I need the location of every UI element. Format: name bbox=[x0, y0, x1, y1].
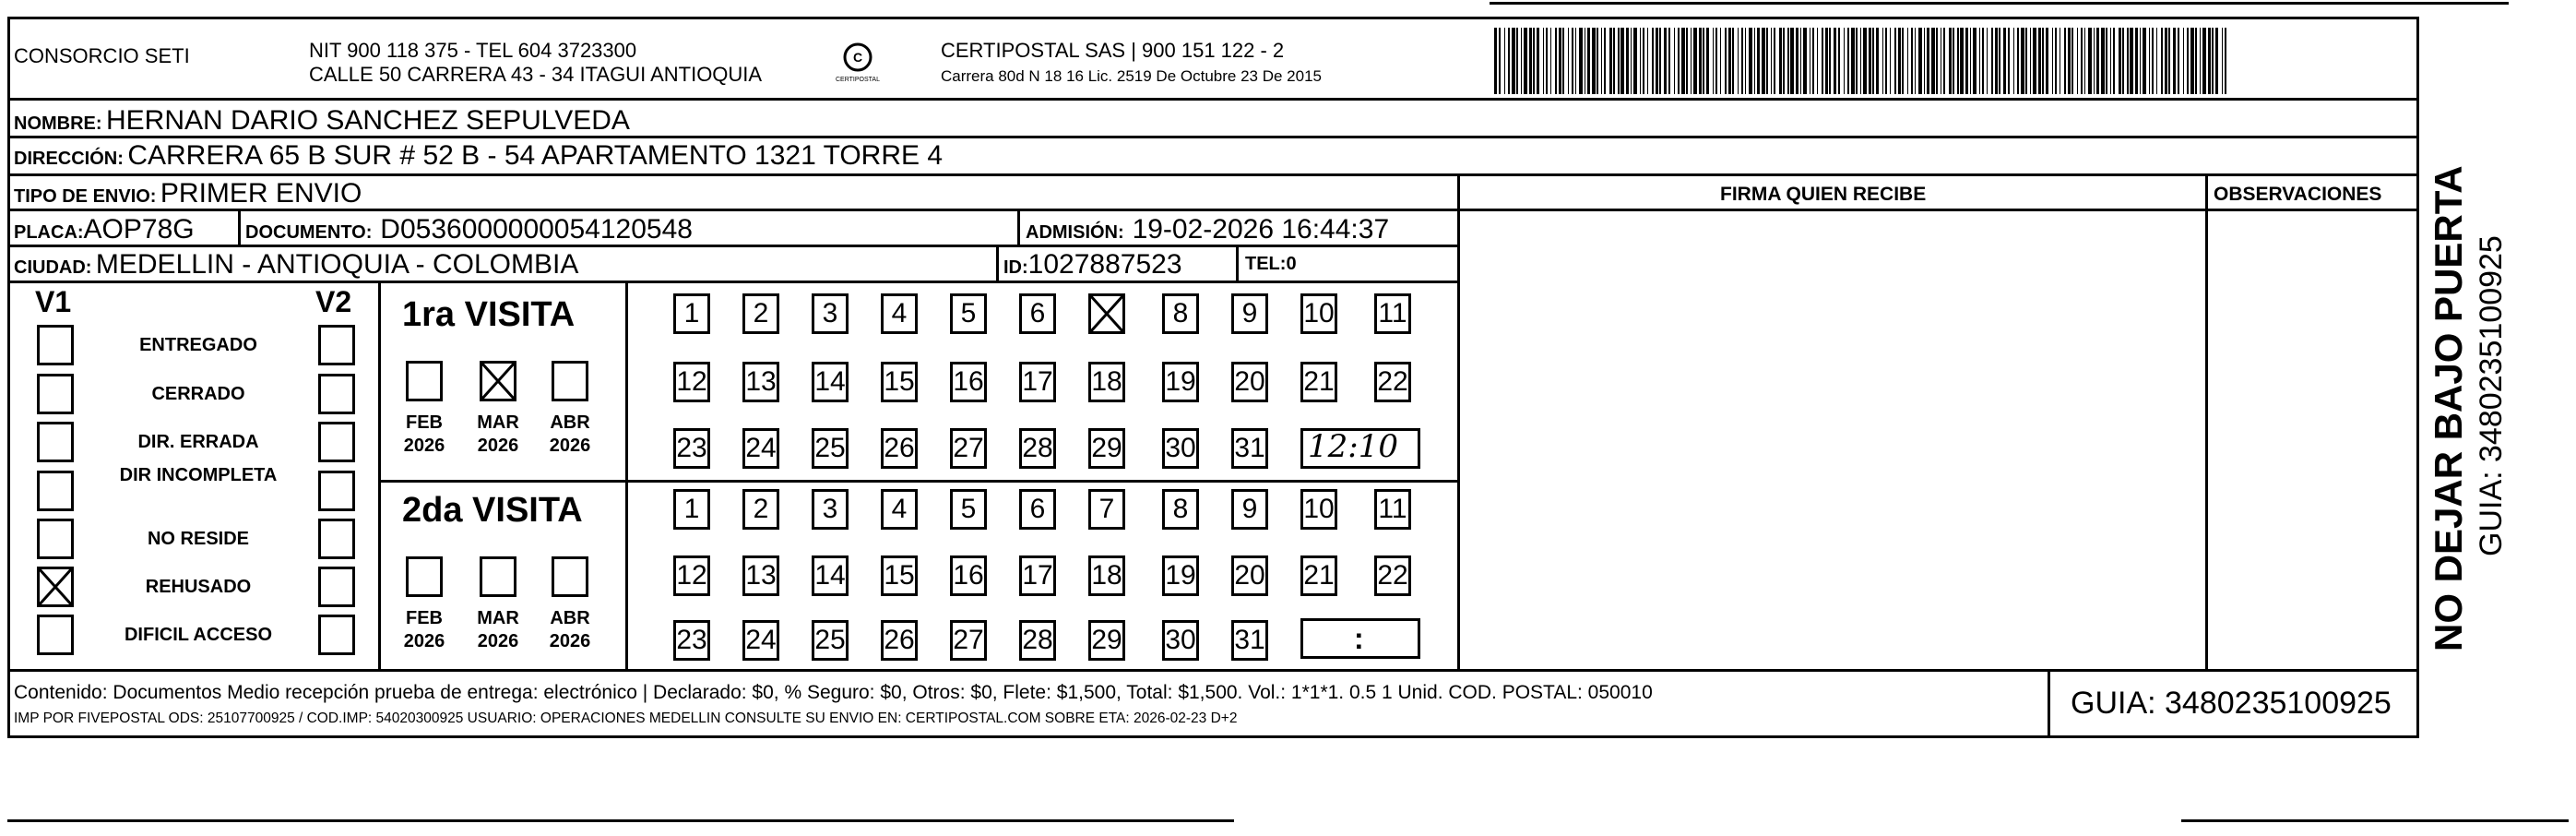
shipment-type-field: TIPO DE ENVIO: PRIMER ENVIO bbox=[14, 178, 362, 209]
first-visit-title: 1ra VISITA bbox=[402, 295, 576, 334]
month-label-abr: ABR 2026 bbox=[549, 412, 591, 456]
admission-date: 19-02-2026 16:44:37 bbox=[1132, 214, 1390, 245]
v2-checkbox-cerrado[interactable] bbox=[318, 374, 355, 414]
day-box-19[interactable]: 19 bbox=[1162, 555, 1199, 596]
day-box-28[interactable]: 28 bbox=[1019, 620, 1056, 661]
day-box-2[interactable]: 2 bbox=[742, 489, 779, 530]
certipostal-line-2: Carrera 80d N 18 16 Lic. 2519 De Octubre 23 De 2015 bbox=[941, 67, 1322, 85]
day-box-27[interactable]: 27 bbox=[950, 428, 987, 469]
month-label-mar: MAR 2026 bbox=[477, 608, 519, 651]
day-box-4[interactable]: 4 bbox=[881, 489, 918, 530]
month-checkbox-mar[interactable] bbox=[480, 556, 516, 597]
day-box-5[interactable]: 5 bbox=[950, 489, 987, 530]
plate: AOP78G bbox=[83, 214, 195, 245]
month-checkbox-mar[interactable] bbox=[480, 361, 516, 401]
day-box-1[interactable]: 1 bbox=[673, 489, 710, 530]
tel-field: TEL:0 bbox=[1245, 254, 1297, 274]
day-box-17[interactable]: 17 bbox=[1019, 362, 1056, 402]
day-box-9[interactable]: 9 bbox=[1231, 489, 1268, 530]
svg-text:C: C bbox=[852, 50, 863, 65]
day-box-24[interactable]: 24 bbox=[742, 428, 779, 469]
footer-print-line: IMP POR FIVEPOSTAL ODS: 25107700925 / COD.IMP: 54020300925 USUARIO: OPERACIONES MEDELLIN CONSULTE SU ENVIO EN: CERTIPOSTAL.COM SOBRE ETA: 2026-02-23 D+2 bbox=[14, 711, 1238, 726]
v2-label: V2 bbox=[315, 285, 352, 318]
day-box-22[interactable]: 22 bbox=[1374, 555, 1411, 596]
day-box-14[interactable]: 14 bbox=[812, 555, 849, 596]
status-label-dificil-acceso: DIFICIL ACCESO bbox=[124, 625, 272, 645]
day-box-18[interactable]: 18 bbox=[1088, 555, 1125, 596]
footer-content-line: Contenido: Documentos Medio recepción prueba de entrega: electrónico | Declarado: $0, % Seguro: $0, Otros: $0, Flete: $1,500, Total: $1,500. Vol.: 1*1*1. 0.5 1 Unid. COD. POSTAL: 050010 bbox=[14, 682, 1653, 703]
recipient-name: HERNAN DARIO SANCHEZ SEPULVEDA bbox=[106, 105, 630, 136]
day-box-25[interactable]: 25 bbox=[812, 620, 849, 661]
day-box-30[interactable]: 30 bbox=[1162, 428, 1199, 469]
day-box-2[interactable]: 2 bbox=[742, 293, 779, 334]
day-box-14[interactable]: 14 bbox=[812, 362, 849, 402]
status-label-dir-errada: DIR. ERRADA bbox=[137, 432, 259, 452]
day-box-11[interactable]: 11 bbox=[1374, 489, 1411, 530]
day-box-30[interactable]: 30 bbox=[1162, 620, 1199, 661]
shipment-type: PRIMER ENVIO bbox=[160, 178, 362, 209]
certipostal-line-1: CERTIPOSTAL SAS | 900 151 122 - 2 bbox=[941, 39, 1285, 62]
admission-field: ADMISIÓN: 19-02-2026 16:44:37 bbox=[1026, 214, 1390, 245]
v2-checkbox-dificil-acceso[interactable] bbox=[318, 615, 355, 655]
address-field: DIRECCIÓN: CARRERA 65 B SUR # 52 B - 54 APARTAMENTO 1321 TORRE 4 bbox=[14, 140, 944, 171]
day-box-8[interactable]: 8 bbox=[1162, 489, 1199, 530]
day-box-8[interactable]: 8 bbox=[1162, 293, 1199, 334]
observations-header: OBSERVACIONES bbox=[2214, 184, 2382, 205]
day-box-20[interactable]: 20 bbox=[1231, 362, 1268, 402]
v2-checkbox-entregado[interactable] bbox=[318, 325, 355, 365]
v1-checkbox-dir-errada[interactable] bbox=[37, 422, 74, 462]
day-box-13[interactable]: 13 bbox=[742, 362, 779, 402]
day-box-28[interactable]: 28 bbox=[1019, 428, 1056, 469]
day-box-12[interactable]: 12 bbox=[673, 362, 710, 402]
day-box-15[interactable]: 15 bbox=[881, 555, 918, 596]
v1-label: V1 bbox=[35, 285, 72, 318]
month-label-abr: ABR 2026 bbox=[549, 608, 591, 651]
status-label-entregado: ENTREGADO bbox=[139, 335, 257, 355]
day-box-1[interactable]: 1 bbox=[673, 293, 710, 334]
day-box-6[interactable]: 6 bbox=[1019, 293, 1056, 334]
month-checkbox-feb[interactable] bbox=[406, 556, 443, 597]
day-box-31[interactable]: 31 bbox=[1231, 620, 1268, 661]
status-label-rehusado: REHUSADO bbox=[145, 577, 252, 597]
name-field: NOMBRE: HERNAN DARIO SANCHEZ SEPULVEDA bbox=[14, 105, 630, 136]
side-guide-number: GUIA: 3480235100925 bbox=[2474, 235, 2509, 556]
day-box-4[interactable]: 4 bbox=[881, 293, 918, 334]
month-label-feb: FEB 2026 bbox=[403, 608, 445, 651]
day-box-31[interactable]: 31 bbox=[1231, 428, 1268, 469]
day-box-29[interactable]: 29 bbox=[1088, 428, 1125, 469]
day-box-16[interactable]: 16 bbox=[950, 362, 987, 402]
month-label-mar: MAR 2026 bbox=[477, 412, 519, 456]
day-box-7[interactable]: 7 bbox=[1088, 489, 1125, 530]
document-number: D0536000000054120548 bbox=[380, 214, 693, 245]
day-box-20[interactable]: 20 bbox=[1231, 555, 1268, 596]
day-box-13[interactable]: 13 bbox=[742, 555, 779, 596]
signature-header: FIRMA QUIEN RECIBE bbox=[1720, 184, 1927, 205]
id-field: ID:1027887523 bbox=[1003, 249, 1182, 280]
day-box-16[interactable]: 16 bbox=[950, 555, 987, 596]
day-box-23[interactable]: 23 bbox=[673, 428, 710, 469]
day-box-17[interactable]: 17 bbox=[1019, 555, 1056, 596]
day-box-11[interactable]: 11 bbox=[1374, 293, 1411, 334]
footer-guide-number: GUIA: 3480235100925 bbox=[2071, 686, 2392, 721]
barcode bbox=[1494, 28, 2232, 94]
day-box-25[interactable]: 25 bbox=[812, 428, 849, 469]
day-box-7[interactable] bbox=[1088, 293, 1125, 334]
status-label-no-reside: NO RESIDE bbox=[147, 529, 250, 549]
recipient-id: 1027887523 bbox=[1027, 249, 1182, 280]
v2-checkbox-no-reside[interactable] bbox=[318, 519, 355, 559]
address-line: CALLE 50 CARRERA 43 - 34 ITAGUI ANTIOQUIA bbox=[309, 63, 763, 86]
certipostal-logo bbox=[825, 41, 890, 87]
day-box-18[interactable]: 18 bbox=[1088, 362, 1125, 402]
signature-area[interactable] bbox=[1461, 211, 2204, 670]
company-name: CONSORCIO SETI bbox=[14, 44, 190, 67]
nit-line: NIT 900 118 375 - TEL 604 3723300 bbox=[309, 39, 637, 62]
status-label-dir-incompleta: DIR INCOMPLETA bbox=[119, 465, 278, 485]
v2-checkbox-dir-errada[interactable] bbox=[318, 422, 355, 462]
second-visit-time: : bbox=[1354, 622, 1364, 655]
city: MEDELLIN - ANTIOQUIA - COLOMBIA bbox=[95, 249, 579, 280]
day-box-22[interactable]: 22 bbox=[1374, 362, 1411, 402]
day-box-10[interactable]: 10 bbox=[1300, 489, 1337, 530]
day-box-29[interactable]: 29 bbox=[1088, 620, 1125, 661]
month-checkbox-feb[interactable] bbox=[406, 361, 443, 401]
tel: 0 bbox=[1286, 254, 1297, 274]
observations-area[interactable] bbox=[2209, 211, 2416, 670]
recipient-address: CARRERA 65 B SUR # 52 B - 54 APARTAMENTO 1321 TORRE 4 bbox=[127, 140, 944, 171]
day-box-9[interactable]: 9 bbox=[1231, 293, 1268, 334]
day-box-24[interactable]: 24 bbox=[742, 620, 779, 661]
day-box-3[interactable]: 3 bbox=[812, 293, 849, 334]
v1-checkbox-dir-incompleta[interactable] bbox=[37, 471, 74, 511]
v1-checkbox-cerrado[interactable] bbox=[37, 374, 74, 414]
day-box-27[interactable]: 27 bbox=[950, 620, 987, 661]
city-field: CIUDAD: MEDELLIN - ANTIOQUIA - COLOMBIA bbox=[14, 249, 579, 280]
second-visit-title: 2da VISITA bbox=[402, 491, 583, 530]
month-checkbox-abr[interactable] bbox=[552, 361, 588, 401]
day-box-15[interactable]: 15 bbox=[881, 362, 918, 402]
v1-checkbox-rehusado[interactable] bbox=[37, 567, 74, 607]
v1-checkbox-entregado[interactable] bbox=[37, 325, 74, 365]
month-checkbox-abr[interactable] bbox=[552, 556, 588, 597]
v2-checkbox-rehusado[interactable] bbox=[318, 567, 355, 607]
first-visit-time: 12:10 bbox=[1308, 428, 1398, 465]
v1-checkbox-dificil-acceso[interactable] bbox=[37, 615, 74, 655]
month-label-feb: FEB 2026 bbox=[403, 412, 445, 456]
day-box-23[interactable]: 23 bbox=[673, 620, 710, 661]
svg-text:CERTIPOSTAL: CERTIPOSTAL bbox=[836, 77, 880, 83]
day-box-3[interactable]: 3 bbox=[812, 489, 849, 530]
plate-field: PLACA:AOP78G bbox=[14, 214, 195, 245]
day-box-26[interactable]: 26 bbox=[881, 620, 918, 661]
day-box-19[interactable]: 19 bbox=[1162, 362, 1199, 402]
day-box-21[interactable]: 21 bbox=[1300, 362, 1337, 402]
v2-checkbox-dir-incompleta[interactable] bbox=[318, 471, 355, 511]
day-box-5[interactable]: 5 bbox=[950, 293, 987, 334]
document-field: DOCUMENTO: D0536000000054120548 bbox=[245, 214, 693, 245]
v1-checkbox-no-reside[interactable] bbox=[37, 519, 74, 559]
day-box-12[interactable]: 12 bbox=[673, 555, 710, 596]
do-not-leave-under-door-warning: NO DEJAR BAJO PUERTA bbox=[2427, 165, 2470, 651]
day-box-21[interactable]: 21 bbox=[1300, 555, 1337, 596]
day-box-6[interactable]: 6 bbox=[1019, 489, 1056, 530]
status-label-cerrado: CERRADO bbox=[151, 384, 245, 404]
day-box-26[interactable]: 26 bbox=[881, 428, 918, 469]
day-box-10[interactable]: 10 bbox=[1300, 293, 1337, 334]
